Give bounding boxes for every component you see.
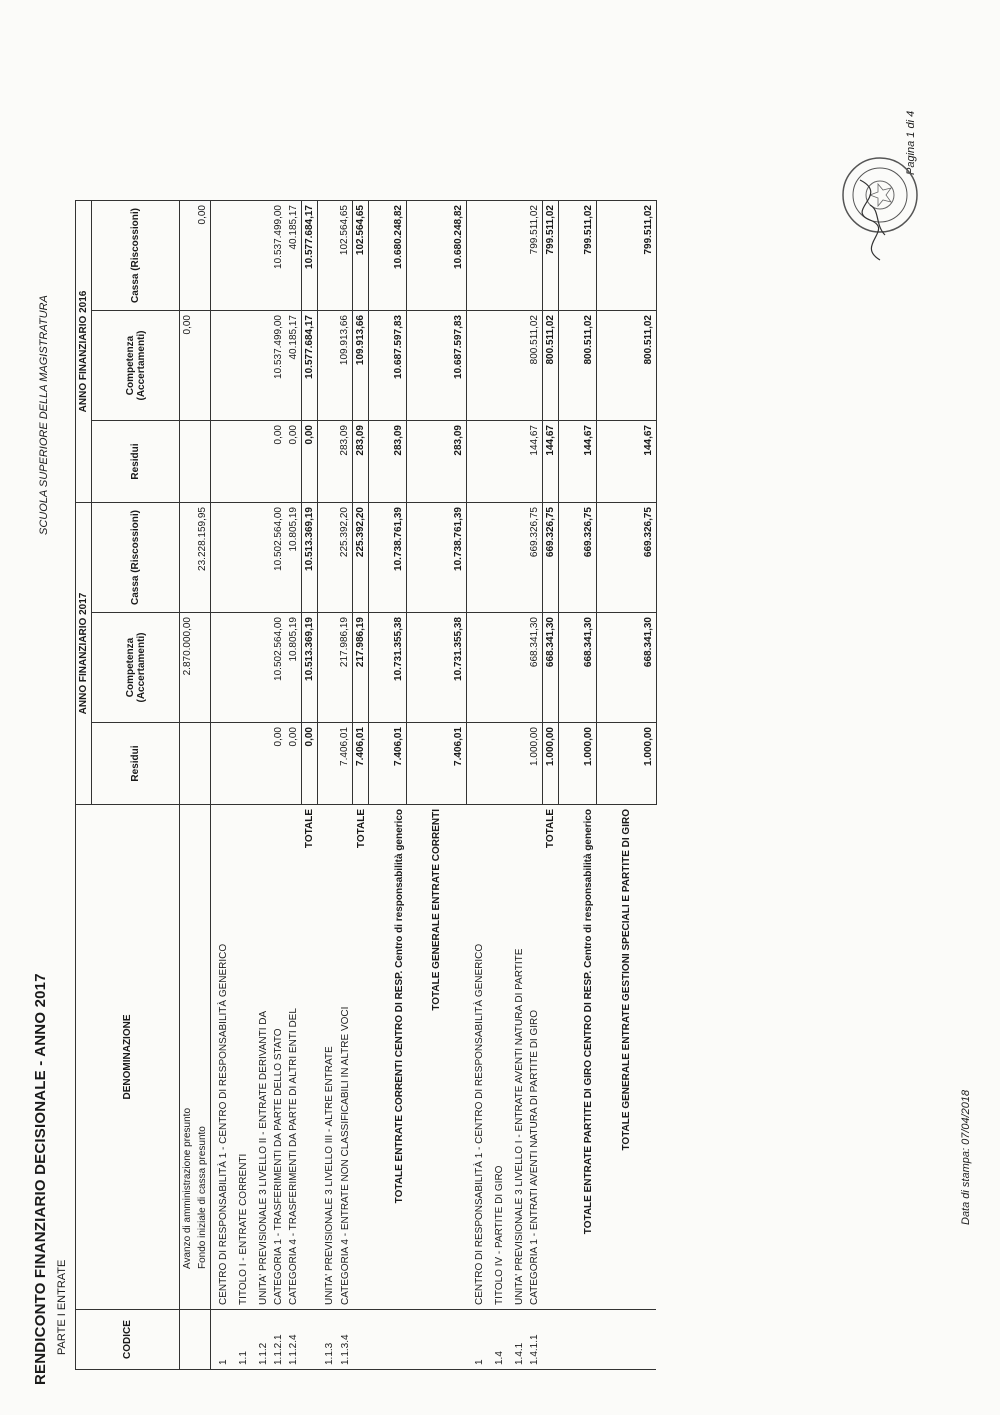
cell-cassa-2017: 10.738.761,39 [407, 503, 467, 613]
cell-denominazione: TITOLO I - ENTRATE CORRENTI [231, 805, 251, 1310]
cell-denominazione: TOTALE GENERALE ENTRATE GESTIONI SPECIALI E PARTITE DI GIRO [596, 805, 656, 1310]
table-row [211, 201, 231, 1370]
cell-residui-2016 [195, 421, 211, 503]
cell-competenza-2016: 10.537.499,00 [271, 311, 286, 421]
cell-denominazione: TOTALE GENERALE ENTRATE CORRENTI [407, 805, 467, 1310]
table-row [180, 201, 196, 1370]
cell-competenza-2017: 668.341,30 [558, 613, 596, 723]
cell-competenza-2017 [231, 613, 251, 723]
cell-denominazione: CENTRO DI RESPONSABILITÀ 1 - CENTRO DI RESPONSABILITÀ GENERICO [467, 805, 487, 1310]
cell-competenza-2016: 0,00 [180, 311, 196, 421]
cell-denominazione: UNITA' PREVISIONALE 3 LIVELLO I - ENTRATE AVENTI NATURA DI PARTITE [507, 805, 527, 1310]
cell-residui-2016: 144,67 [596, 421, 656, 503]
cell-cassa-2017 [231, 503, 251, 613]
cell-denominazione: TOTALE [353, 805, 369, 1310]
cell-competenza-2016: 800.511,02 [558, 311, 596, 421]
document-title: RENDICONTO FINANZIARIO DECISIONALE - ANNO 2017 [32, 973, 49, 1385]
cell-residui-2017 [467, 723, 487, 805]
table-row [195, 201, 211, 1370]
cell-competenza-2017: 668.341,30 [527, 613, 543, 723]
cell-codice: 1.1.2 [251, 1310, 271, 1370]
cell-cassa-2016 [467, 201, 487, 311]
table-row [487, 201, 507, 1370]
cell-competenza-2016 [317, 311, 337, 421]
cell-denominazione: TOTALE [301, 805, 317, 1310]
cell-residui-2016 [211, 421, 231, 503]
cell-competenza-2017: 10.731.355,38 [407, 613, 467, 723]
cell-cassa-2016: 102.564,65 [337, 201, 353, 311]
cell-codice: 1 [211, 1310, 231, 1370]
table-row [317, 201, 337, 1370]
cell-cassa-2017: 669.326,75 [542, 503, 558, 613]
cell-competenza-2017: 217.986,19 [353, 613, 369, 723]
table-row [231, 201, 251, 1370]
cell-competenza-2017 [195, 613, 211, 723]
cell-competenza-2017: 668.341,30 [596, 613, 656, 723]
cell-competenza-2016: 109.913,66 [337, 311, 353, 421]
cell-residui-2017 [211, 723, 231, 805]
cell-codice [407, 1310, 467, 1370]
table-row [271, 201, 286, 1370]
cell-residui-2016: 0,00 [301, 421, 317, 503]
cell-competenza-2016: 800.511,02 [596, 311, 656, 421]
cell-cassa-2016 [180, 201, 196, 311]
cell-cassa-2016 [211, 201, 231, 311]
cell-denominazione: UNITA' PREVISIONALE 3 LIVELLO II - ENTRATE DERIVANTI DA [251, 805, 271, 1310]
cell-residui-2016: 0,00 [271, 421, 286, 503]
cell-cassa-2016: 102.564,65 [353, 201, 369, 311]
cell-cassa-2017: 10.805,19 [286, 503, 302, 613]
cell-denominazione: UNITA' PREVISIONALE 3 LIVELLO III - ALTRE ENTRATE [317, 805, 337, 1310]
cell-competenza-2017: 10.731.355,38 [369, 613, 407, 723]
cell-residui-2016: 144,67 [542, 421, 558, 503]
cell-competenza-2016: 10.687.597,83 [369, 311, 407, 421]
table-row [527, 201, 543, 1370]
cell-denominazione: CENTRO DI RESPONSABILITÀ 1 - CENTRO DI RESPONSABILITÀ GENERICO [211, 805, 231, 1310]
cell-codice [353, 1310, 369, 1370]
cell-cassa-2017: 23.228.159,95 [195, 503, 211, 613]
cell-cassa-2017 [467, 503, 487, 613]
cell-cassa-2016: 10.680.248,82 [407, 201, 467, 311]
cell-residui-2017: 1.000,00 [596, 723, 656, 805]
cell-competenza-2016 [211, 311, 231, 421]
cell-residui-2017: 7.406,01 [337, 723, 353, 805]
cell-competenza-2016 [251, 311, 271, 421]
table-row [467, 201, 487, 1370]
table-body [180, 201, 657, 1370]
cell-cassa-2016: 0,00 [195, 201, 211, 311]
cell-cassa-2016: 10.680.248,82 [369, 201, 407, 311]
cell-competenza-2017 [487, 613, 507, 723]
header-competenza-2017: Competenza (Accertamenti) [92, 613, 180, 723]
cell-codice: 1.1.2.1 [271, 1310, 286, 1370]
cell-competenza-2017 [467, 613, 487, 723]
cell-codice: 1.4.1.1 [527, 1310, 543, 1370]
cell-denominazione: TOTALE ENTRATE CORRENTI CENTRO DI RESP. Centro di responsabilità generico [369, 805, 407, 1310]
cell-residui-2016 [317, 421, 337, 503]
cell-competenza-2017: 217.986,19 [337, 613, 353, 723]
header-competenza-2016: Competenza (Accertamenti) [92, 311, 180, 421]
cell-cassa-2016: 799.511,02 [596, 201, 656, 311]
cell-denominazione: CATEGORIA 4 - TRASFERIMENTI DA PARTE DI ALTRI ENTI DEL [286, 805, 302, 1310]
cell-competenza-2017 [507, 613, 527, 723]
header-residui-2017: Residui [92, 723, 180, 805]
cell-cassa-2017: 10.738.761,39 [369, 503, 407, 613]
cell-competenza-2017: 668.341,30 [542, 613, 558, 723]
total-row [542, 201, 558, 1370]
cell-residui-2016: 144,67 [558, 421, 596, 503]
cell-competenza-2016 [487, 311, 507, 421]
cell-denominazione: CATEGORIA 1 - ENTRATI AVENTI NATURA DI PARTITE DI GIRO [527, 805, 543, 1310]
cell-residui-2016 [251, 421, 271, 503]
cell-residui-2017 [231, 723, 251, 805]
cell-residui-2017: 7.406,01 [369, 723, 407, 805]
cell-residui-2016 [180, 421, 196, 503]
cell-cassa-2017: 225.392,20 [337, 503, 353, 613]
cell-cassa-2016: 799.511,02 [558, 201, 596, 311]
cell-residui-2017 [180, 723, 196, 805]
total-row [301, 201, 317, 1370]
cell-residui-2016: 283,09 [337, 421, 353, 503]
header-residui-2016: Residui [92, 421, 180, 503]
cell-competenza-2016: 10.577.684,17 [301, 311, 317, 421]
cell-competenza-2016 [507, 311, 527, 421]
cell-competenza-2016: 40.185,17 [286, 311, 302, 421]
cell-codice: 1.4.1 [507, 1310, 527, 1370]
cell-competenza-2017 [317, 613, 337, 723]
cell-cassa-2017 [211, 503, 231, 613]
cell-competenza-2017: 2.870.000,00 [180, 613, 196, 723]
cell-codice: 1 [467, 1310, 487, 1370]
cell-residui-2017 [507, 723, 527, 805]
cell-cassa-2016: 10.537.499,00 [271, 201, 286, 311]
cell-residui-2016 [507, 421, 527, 503]
cell-residui-2016: 283,09 [407, 421, 467, 503]
cell-codice [558, 1310, 596, 1370]
cell-residui-2017 [251, 723, 271, 805]
cell-residui-2017: 0,00 [271, 723, 286, 805]
cell-competenza-2016: 800.511,02 [542, 311, 558, 421]
cell-cassa-2017: 225.392,20 [353, 503, 369, 613]
cell-competenza-2016: 800.511,02 [527, 311, 543, 421]
cell-cassa-2017 [180, 503, 196, 613]
cell-denominazione: CATEGORIA 4 - ENTRATE NON CLASSIFICABILI IN ALTRE VOCI [337, 805, 353, 1310]
total-row [596, 201, 656, 1370]
page-number: Pagina 1 di 4 [905, 110, 917, 175]
cell-denominazione: TOTALE [542, 805, 558, 1310]
institution-name: SCUOLA SUPERIORE DELLA MAGISTRATURA [38, 295, 50, 535]
section-subtitle: PARTE I ENTRATE [56, 1259, 68, 1355]
cell-residui-2017: 0,00 [301, 723, 317, 805]
signature-icon [850, 175, 900, 265]
cell-competenza-2016: 10.687.597,83 [407, 311, 467, 421]
cell-cassa-2016 [507, 201, 527, 311]
cell-denominazione: TITOLO IV - PARTITE DI GIRO [487, 805, 507, 1310]
table-row [251, 201, 271, 1370]
cell-competenza-2017: 10.502.564,00 [271, 613, 286, 723]
table-header-row-1 [76, 201, 92, 1370]
header-cassa-2016: Cassa (Riscossioni) [92, 201, 180, 311]
cell-cassa-2017: 10.513.369,19 [301, 503, 317, 613]
cell-cassa-2016 [251, 201, 271, 311]
total-row [558, 201, 596, 1370]
total-row [407, 201, 467, 1370]
cell-denominazione: Avanzo di amministrazione presunto [180, 805, 196, 1310]
cell-residui-2017 [317, 723, 337, 805]
table-row [286, 201, 302, 1370]
cell-codice: 1.1.2.4 [286, 1310, 302, 1370]
table-row [507, 201, 527, 1370]
cell-residui-2016 [467, 421, 487, 503]
cell-denominazione: TOTALE ENTRATE PARTITE DI GIRO CENTRO DI RESP. Centro di responsabilità generico [558, 805, 596, 1310]
cell-competenza-2017 [211, 613, 231, 723]
cell-cassa-2017: 669.326,75 [527, 503, 543, 613]
cell-residui-2017: 7.406,01 [407, 723, 467, 805]
header-denominazione: DENOMINAZIONE [76, 805, 180, 1310]
cell-codice [542, 1310, 558, 1370]
cell-cassa-2016: 799.511,02 [527, 201, 543, 311]
cell-residui-2016 [231, 421, 251, 503]
cell-residui-2017 [195, 723, 211, 805]
cell-cassa-2016: 799.511,02 [542, 201, 558, 311]
cell-cassa-2016 [487, 201, 507, 311]
cell-residui-2016: 144,67 [527, 421, 543, 503]
cell-codice: 1.4 [487, 1310, 507, 1370]
cell-competenza-2017: 10.805,19 [286, 613, 302, 723]
cell-cassa-2017: 669.326,75 [596, 503, 656, 613]
total-row [369, 201, 407, 1370]
cell-residui-2016: 283,09 [353, 421, 369, 503]
header-year-2017: ANNO FINANZIARIO 2017 [76, 503, 92, 805]
cell-cassa-2017 [251, 503, 271, 613]
cell-residui-2016: 283,09 [369, 421, 407, 503]
cell-denominazione: Fondo iniziale di cassa presunto [195, 805, 211, 1310]
cell-cassa-2016 [231, 201, 251, 311]
cell-competenza-2016 [195, 311, 211, 421]
cell-competenza-2016: 109.913,66 [353, 311, 369, 421]
cell-denominazione: CATEGORIA 1 - TRASFERIMENTI DA PARTE DELLO STATO [271, 805, 286, 1310]
header-year-2016: ANNO FINANZIARIO 2016 [76, 201, 92, 503]
cell-cassa-2017 [317, 503, 337, 613]
cell-cassa-2016: 40.185,17 [286, 201, 302, 311]
cell-codice: 1.1.3.4 [337, 1310, 353, 1370]
cell-residui-2017: 7.406,01 [353, 723, 369, 805]
cell-cassa-2017: 10.502.564,00 [271, 503, 286, 613]
cell-codice [195, 1310, 211, 1370]
cell-residui-2017: 1.000,00 [542, 723, 558, 805]
cell-cassa-2017: 669.326,75 [558, 503, 596, 613]
cell-cassa-2017 [487, 503, 507, 613]
cell-cassa-2016 [317, 201, 337, 311]
cell-cassa-2017 [507, 503, 527, 613]
cell-competenza-2016 [467, 311, 487, 421]
cell-codice: 1.1 [231, 1310, 251, 1370]
cell-residui-2017 [487, 723, 507, 805]
cell-residui-2016: 0,00 [286, 421, 302, 503]
cell-codice [369, 1310, 407, 1370]
cell-codice [180, 1310, 196, 1370]
financial-table [75, 200, 657, 1370]
cell-residui-2017: 1.000,00 [558, 723, 596, 805]
cell-codice: 1.1.3 [317, 1310, 337, 1370]
cell-competenza-2016 [231, 311, 251, 421]
cell-residui-2016 [487, 421, 507, 503]
cell-residui-2017: 1.000,00 [527, 723, 543, 805]
header-cassa-2017: Cassa (Riscossioni) [92, 503, 180, 613]
table-row [337, 201, 353, 1370]
cell-competenza-2017 [251, 613, 271, 723]
print-date: Data di stampa: 07/04/2018 [960, 1089, 972, 1225]
cell-competenza-2017: 10.513.369,19 [301, 613, 317, 723]
cell-codice [596, 1310, 656, 1370]
total-row [353, 201, 369, 1370]
cell-cassa-2016: 10.577.684,17 [301, 201, 317, 311]
cell-codice [301, 1310, 317, 1370]
cell-residui-2017: 0,00 [286, 723, 302, 805]
header-codice: CODICE [76, 1310, 180, 1370]
